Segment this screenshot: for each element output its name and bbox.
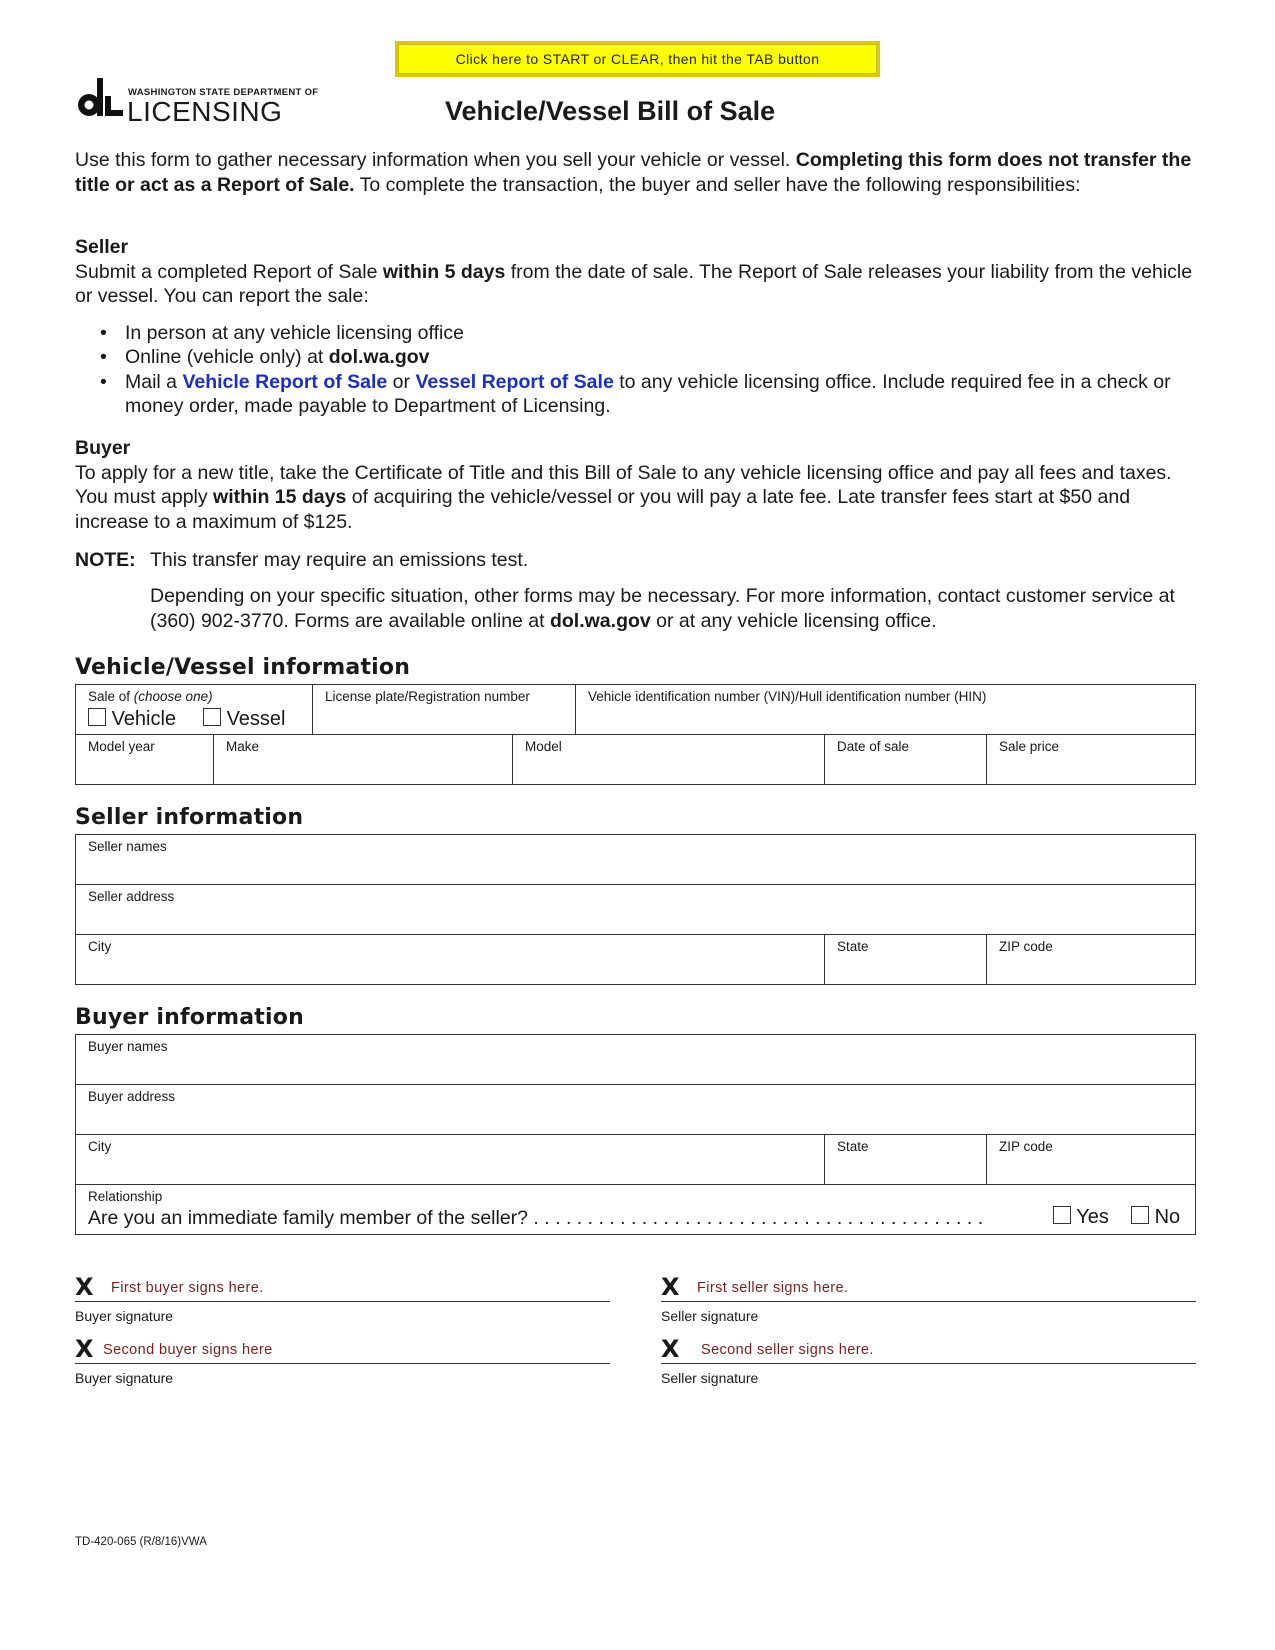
model-cell xyxy=(512,734,824,784)
buyer-signature-caption: Buyer signature xyxy=(75,1370,174,1386)
plate-label: License plate/Registration number xyxy=(325,689,530,704)
start-clear-button[interactable]: Click here to START or CLEAR, then hit the TAB button xyxy=(395,41,880,77)
note-emissions-text: This transfer may require an emissions test. xyxy=(150,549,529,571)
list-item xyxy=(75,345,1205,370)
buyer-address-cell xyxy=(76,1084,1195,1134)
list-item xyxy=(75,321,1205,346)
form-number: TD-420-065 (R/8/16)VWA xyxy=(75,1536,207,1548)
buyer-signature-2 xyxy=(75,1335,610,1395)
buyer-signature-caption: Buyer signature xyxy=(75,1308,174,1324)
bullet-in-person: In person at any vehicle licensing office xyxy=(125,321,464,344)
make-label: Make xyxy=(226,739,260,754)
dol-logo-mark-icon xyxy=(75,78,125,122)
buyer-names-cell xyxy=(76,1035,1195,1084)
vessel-checkbox[interactable] xyxy=(203,708,221,726)
yes-option[interactable] xyxy=(1053,1206,1109,1229)
vehicle-option-label: Vehicle xyxy=(111,708,177,730)
signature-line xyxy=(75,1363,610,1364)
seller-names-cell xyxy=(76,835,1195,884)
note-text-c: or at any vehicle licensing office. xyxy=(650,609,937,632)
intro-paragraph xyxy=(75,148,1205,197)
seller-state-label: State xyxy=(837,939,869,954)
vehicle-report-of-sale-link[interactable]: Vehicle Report of Sale xyxy=(182,370,388,393)
seller-text-a: Submit a completed Report of Sale xyxy=(75,260,383,283)
model-year-cell xyxy=(76,734,213,784)
buyer-city-label: City xyxy=(88,1139,112,1154)
date-of-sale-label: Date of sale xyxy=(837,739,910,754)
model-input[interactable] xyxy=(523,758,818,780)
signature-x-mark: X xyxy=(661,1273,680,1301)
no-option[interactable] xyxy=(1131,1206,1180,1229)
seller-city-input[interactable] xyxy=(86,958,818,980)
model-year-input[interactable] xyxy=(86,758,207,780)
buyer-heading: Buyer xyxy=(75,437,131,459)
seller-state-input[interactable] xyxy=(835,958,980,980)
buyer-text-c: of acquiring the vehicle/vessel or you will pay a late fee. Late transfer fees start at $50 and increase to a maximum of $125. xyxy=(75,486,1131,533)
sale-price-input[interactable] xyxy=(997,758,1189,780)
yes-checkbox[interactable] xyxy=(1053,1206,1071,1224)
buyer-zip-input[interactable] xyxy=(997,1158,1189,1180)
note-text-a: Depending on your specific situation, other forms may be necessary. For more information, contact customer service at (360) 902-3770. Forms are available online at xyxy=(150,585,1175,632)
seller2-signature-field[interactable]: Second seller signs here. xyxy=(701,1342,874,1358)
bullet-or: or xyxy=(387,370,416,393)
buyer-text-bold: within 15 days xyxy=(213,486,347,508)
buyer-city-input[interactable] xyxy=(86,1158,818,1180)
date-of-sale-cell xyxy=(824,734,986,784)
signature-line xyxy=(75,1301,610,1302)
plate-input[interactable] xyxy=(323,708,569,730)
note-website-text: dol.wa.gov xyxy=(549,609,651,632)
buyer-text-a: To apply for a new title, take the Certificate of Title and this Bill of Sale to any vehicle licensing office and pay all fees and taxes. You must apply xyxy=(75,461,1172,508)
vehicle-checkbox[interactable] xyxy=(88,708,106,726)
model-year-label: Model year xyxy=(88,739,155,754)
signature-line xyxy=(661,1301,1196,1302)
signature-x-mark: X xyxy=(75,1335,94,1363)
buyer1-signature-field[interactable]: First buyer signs here. xyxy=(111,1280,264,1296)
seller-signature-2 xyxy=(661,1335,1196,1395)
intro-text-c: To complete the transaction, the buyer and seller have the following responsibilities: xyxy=(354,173,1081,196)
note-block xyxy=(75,548,1205,633)
bullet-online: Online (vehicle only) at xyxy=(125,346,329,368)
report-options-list xyxy=(75,321,1205,419)
buyer-address-label: Buyer address xyxy=(88,1089,176,1104)
buyer-instructions xyxy=(75,436,1205,534)
buyer-names-input[interactable] xyxy=(86,1058,1189,1080)
seller-signature-1 xyxy=(661,1273,1196,1333)
vehicle-option[interactable] xyxy=(88,708,176,731)
dol-logo xyxy=(75,78,319,127)
plate-cell xyxy=(312,685,575,734)
no-label: No xyxy=(1154,1206,1181,1228)
relationship-label: Relationship xyxy=(88,1189,163,1204)
signature-x-mark: X xyxy=(661,1335,680,1363)
make-input[interactable] xyxy=(224,758,506,780)
sale-of-label xyxy=(88,689,213,704)
buyer-address-input[interactable] xyxy=(86,1108,1189,1130)
sale-of-text: Sale of xyxy=(88,689,134,704)
sale-price-label: Sale price xyxy=(999,739,1060,754)
seller-signature-caption: Seller signature xyxy=(661,1308,759,1324)
vessel-report-of-sale-link[interactable]: Vessel Report of Sale xyxy=(415,370,614,393)
seller-state-cell xyxy=(824,934,986,984)
sale-price-cell xyxy=(986,734,1195,784)
vin-label: Vehicle identification number (VIN)/Hull identification number (HIN) xyxy=(588,689,987,704)
seller-address-label: Seller address xyxy=(88,889,175,904)
dol-website-text: dol.wa.gov xyxy=(328,346,430,368)
sale-of-cell xyxy=(76,685,312,734)
date-of-sale-input[interactable] xyxy=(835,758,980,780)
seller-address-input[interactable] xyxy=(86,908,1189,930)
seller-zip-cell xyxy=(986,934,1195,984)
buyer-state-input[interactable] xyxy=(835,1158,980,1180)
seller-info-table xyxy=(75,834,1196,985)
choose-one-text: (choose one) xyxy=(133,689,213,704)
seller-zip-label: ZIP code xyxy=(999,939,1053,954)
seller1-signature-field[interactable]: First seller signs here. xyxy=(697,1280,849,1296)
buyer-info-table xyxy=(75,1034,1196,1235)
seller-names-input[interactable] xyxy=(86,858,1189,880)
vessel-option-label: Vessel xyxy=(226,708,286,730)
relationship-cell xyxy=(76,1184,1195,1234)
yes-label: Yes xyxy=(1076,1206,1109,1228)
seller-text-bold: within 5 days xyxy=(382,260,506,283)
vehicle-section-heading: Vehicle/Vessel information xyxy=(75,655,411,680)
model-label: Model xyxy=(525,739,562,754)
seller-names-label: Seller names xyxy=(88,839,167,854)
intro-text-bold: Completing this form does not transfer the title or act as a Report of Sale. xyxy=(75,149,1192,196)
bullet-mail: Mail a xyxy=(125,370,183,393)
signature-x-mark: X xyxy=(75,1273,94,1301)
signature-line xyxy=(661,1363,1196,1364)
buyer-city-cell xyxy=(76,1134,824,1184)
buyer-signature-1 xyxy=(75,1273,610,1333)
logo-agency-small: WASHINGTON STATE DEPARTMENT OF xyxy=(128,87,319,98)
seller-text-c: from the date of sale. The Report of Sale releases your liability from the vehicle or vessel. You can report the sale: xyxy=(75,260,1193,307)
buyer-zip-label: ZIP code xyxy=(999,1139,1053,1154)
seller-signature-caption: Seller signature xyxy=(661,1370,759,1386)
logo-agency-big: LICENSING xyxy=(127,96,283,127)
buyer-state-label: State xyxy=(837,1139,869,1154)
seller-instructions xyxy=(75,235,1205,419)
seller-city-label: City xyxy=(88,939,112,954)
seller-city-cell xyxy=(76,934,824,984)
list-item xyxy=(75,370,1205,419)
buyer-zip-cell xyxy=(986,1134,1195,1184)
vehicle-info-table xyxy=(75,684,1196,785)
buyer-names-label: Buyer names xyxy=(88,1039,168,1054)
family-member-question: Are you an immediate family member of the seller? . . . . . . . . . . . . . . . . . . . . . . . . . . . . . . . . . . . . . . . . . . xyxy=(88,1207,984,1229)
seller-heading: Seller xyxy=(75,236,129,258)
note-label: NOTE: xyxy=(75,549,136,571)
seller-section-heading: Seller information xyxy=(75,805,304,830)
intro-text-a: Use this form to gather necessary information when you sell your vehicle or vessel. xyxy=(75,149,796,171)
seller-address-cell xyxy=(76,884,1195,934)
vin-cell xyxy=(575,685,1195,734)
vin-input[interactable] xyxy=(586,708,1189,730)
bullet-mail-rest: to any vehicle licensing office. Include required fee in a check or money order, made payable to Department of Licensing. xyxy=(125,370,1171,417)
buyer-section-heading: Buyer information xyxy=(75,1005,304,1030)
buyer2-signature-field[interactable]: Second buyer signs here xyxy=(103,1342,273,1358)
no-checkbox[interactable] xyxy=(1131,1206,1149,1224)
buyer-state-cell xyxy=(824,1134,986,1184)
vessel-option[interactable] xyxy=(203,708,286,731)
make-cell xyxy=(213,734,512,784)
page-title: Vehicle/Vessel Bill of Sale xyxy=(445,96,776,126)
seller-zip-input[interactable] xyxy=(997,958,1189,980)
